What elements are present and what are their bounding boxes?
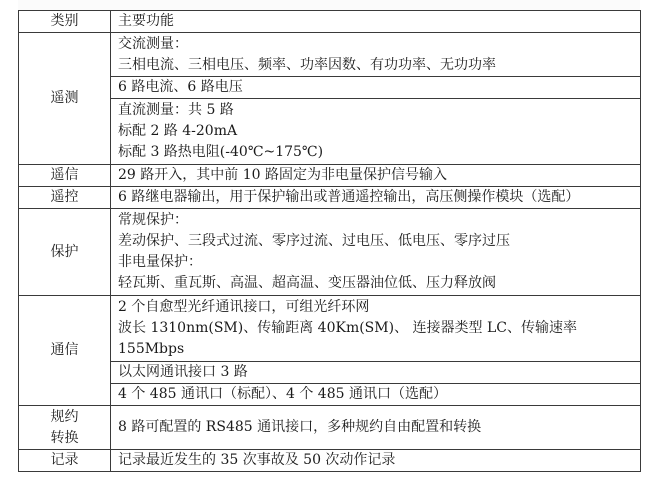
telemetry-ac-row (19, 33, 641, 77)
telemetry-category: 遥测 (19, 33, 111, 165)
telecontrol-category: 遥控 (19, 187, 111, 209)
protocol-category-line1: 规约 (50, 408, 79, 425)
header-row (19, 11, 641, 33)
telesignal-text: 29 路开入，其中前 10 路固定为非电量保护信号输入 (111, 165, 641, 187)
header-function: 主要功能 (111, 11, 641, 33)
telecontrol-row (19, 187, 641, 209)
telemetry-ac-items: 三相电流、三相电压、频率、功率因数、有功功率、无功功率 (118, 56, 496, 73)
telemetry-ac-cell (111, 33, 641, 77)
telemetry-ac-channels: 6 路电流、6 路电压 (111, 77, 641, 99)
protection-normal-title: 常规保护： (118, 212, 188, 228)
communication-fiber-row (19, 296, 641, 362)
telesignal-category: 遥信 (19, 165, 111, 187)
telemetry-dc-row (19, 99, 641, 165)
protection-category: 保护 (19, 209, 111, 296)
telemetry-dc-analog: 标配 2 路 4-20mA (118, 123, 238, 139)
protocol-row (19, 406, 641, 450)
communication-fiber-line1: 波长 1310nm(SM)、传输距离 40Km(SM)、 连接器类型 LC、传输速率 (118, 320, 577, 336)
communication-fiber-cell (111, 296, 641, 362)
protocol-category-line2: 转换 (50, 429, 79, 446)
record-row (19, 450, 641, 472)
communication-rs485: 4 个 485 通讯口（标配）、4 个 485 通讯口（选配） (111, 384, 641, 406)
top-shade (18, 0, 640, 10)
protection-row (19, 209, 641, 296)
protection-normal-items: 差动保护、三段式过流、零序过流、过电压、低电压、零序过压 (118, 233, 510, 249)
telemetry-ac-title: 交流测量： (118, 35, 188, 52)
communication-ethernet: 以太网通讯接口 3 路 (111, 362, 641, 384)
communication-rs485-row (19, 384, 641, 406)
function-table (18, 10, 641, 472)
communication-ethernet-row (19, 362, 641, 384)
telemetry-channels-row (19, 77, 641, 99)
protection-cell (111, 209, 641, 296)
telemetry-dc-cell (111, 99, 641, 165)
protocol-text: 8 路可配置的 RS485 通讯接口，多种规约自由配置和转换 (111, 406, 641, 450)
telemetry-dc-thermal: 标配 3 路热电阻(-40℃~175℃) (118, 144, 324, 160)
protocol-category (19, 406, 111, 450)
protection-nonelec-title: 非电量保护： (118, 254, 202, 270)
header-category: 类别 (19, 11, 111, 33)
record-category: 记录 (19, 450, 111, 472)
communication-fiber-line2: 155Mbps (118, 341, 185, 357)
communication-category: 通信 (19, 296, 111, 406)
protection-nonelec-items: 轻瓦斯、重瓦斯、高温、超高温、变压器油位低、压力释放阀 (118, 275, 496, 291)
telesignal-row (19, 165, 641, 187)
telecontrol-text: 6 路继电器输出，用于保护输出或普通遥控输出，高压侧操作模块（选配） (111, 187, 641, 209)
communication-fiber-title: 2 个自愈型光纤通讯接口，可组光纤环网 (118, 299, 370, 315)
telemetry-dc-title: 直流测量：共 5 路 (118, 102, 234, 118)
record-text: 记录最近发生的 35 次事故及 50 次动作记录 (111, 450, 641, 472)
